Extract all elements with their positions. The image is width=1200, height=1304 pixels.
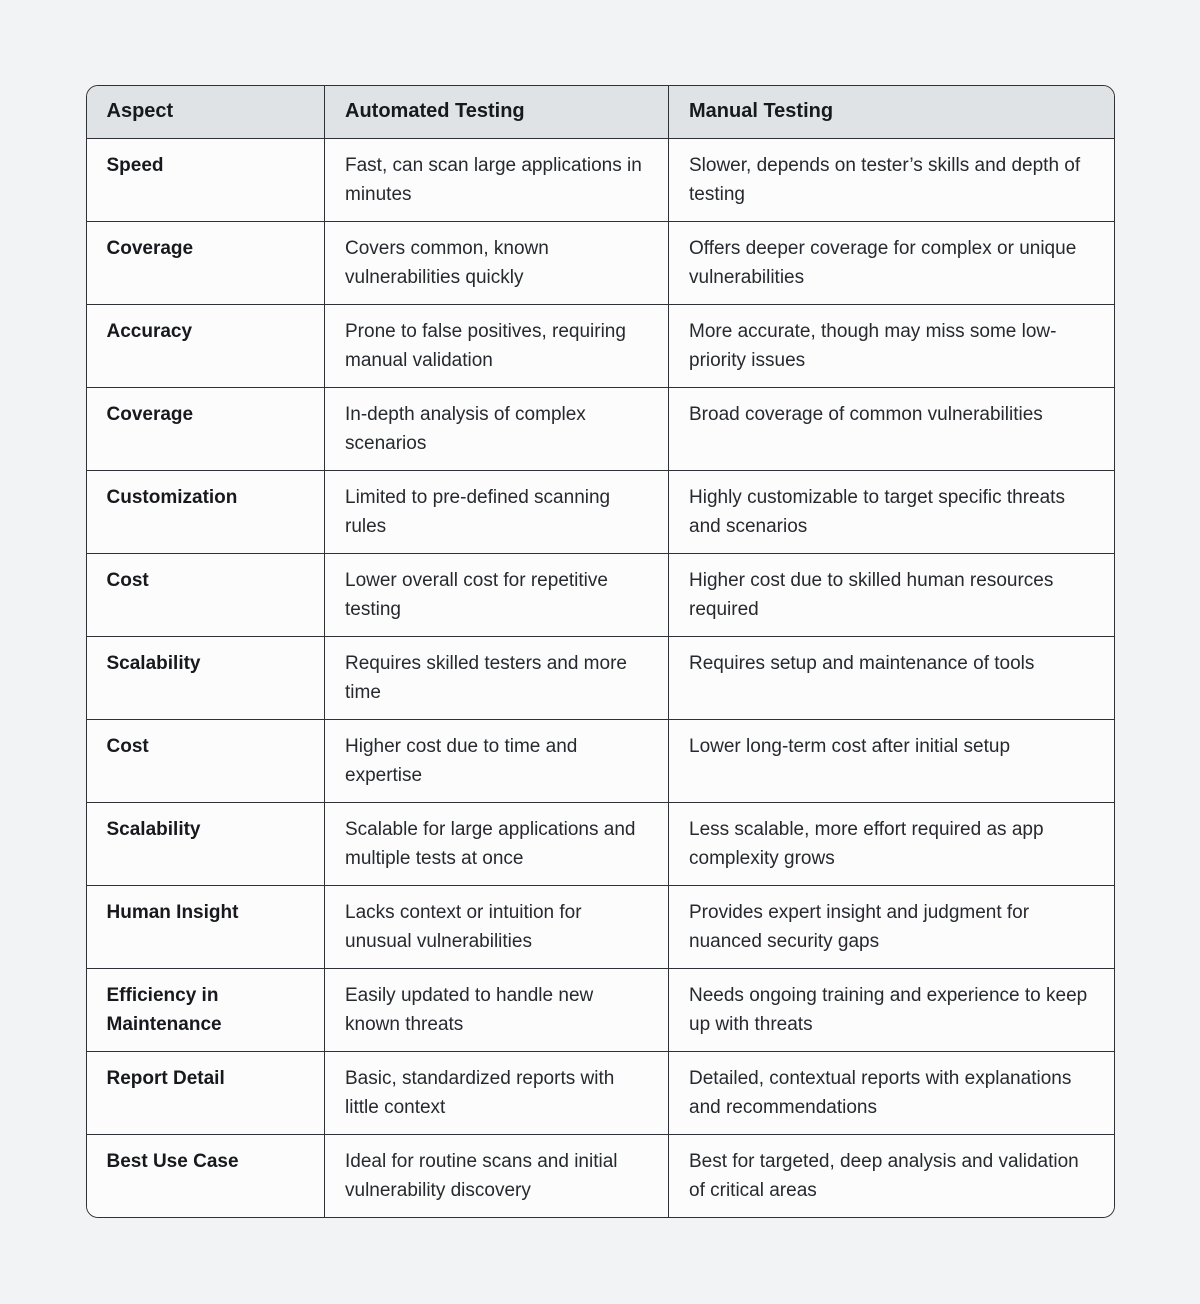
automated-cell: Ideal for routine scans and initial vulnerability discovery [325,1134,669,1217]
manual-cell: Slower, depends on tester’s skills and depth of testing [669,138,1114,221]
automated-cell: Higher cost due to time and expertise [325,719,669,802]
automated-cell: Lacks context or intuition for unusual vulnerabilities [325,885,669,968]
aspect-cell: Coverage [87,221,325,304]
aspect-cell: Scalability [87,802,325,885]
manual-cell: Needs ongoing training and experience to keep up with threats [669,968,1114,1051]
aspect-cell: Scalability [87,636,325,719]
automated-cell: Covers common, known vulnerabilities quickly [325,221,669,304]
table-body [87,138,1114,1217]
table-header [87,86,1114,138]
table-row [87,387,1114,470]
aspect-cell: Customization [87,470,325,553]
automated-cell: Fast, can scan large applications in minutes [325,138,669,221]
manual-cell: Lower long-term cost after initial setup [669,719,1114,802]
aspect-cell: Cost [87,553,325,636]
manual-cell: Offers deeper coverage for complex or unique vulnerabilities [669,221,1114,304]
comparison-table [87,86,1114,1217]
table-row [87,636,1114,719]
column-header-aspect: Aspect [87,86,325,138]
table-row [87,553,1114,636]
automated-cell: Basic, standardized reports with little context [325,1051,669,1134]
automated-cell: Prone to false positives, requiring manual validation [325,304,669,387]
manual-cell: More accurate, though may miss some low-priority issues [669,304,1114,387]
aspect-cell: Accuracy [87,304,325,387]
automated-cell: Scalable for large applications and multiple tests at once [325,802,669,885]
aspect-cell: Cost [87,719,325,802]
table-row [87,719,1114,802]
table-row [87,221,1114,304]
manual-cell: Broad coverage of common vulnerabilities [669,387,1114,470]
manual-cell: Best for targeted, deep analysis and validation of critical areas [669,1134,1114,1217]
table-row [87,138,1114,221]
comparison-table-card [86,85,1115,1218]
aspect-cell: Efficiency in Maintenance [87,968,325,1051]
column-header-automated-testing: Automated Testing [325,86,669,138]
header-row [87,86,1114,138]
table-row [87,470,1114,553]
table-row [87,1134,1114,1217]
manual-cell: Provides expert insight and judgment for nuanced security gaps [669,885,1114,968]
aspect-cell: Human Insight [87,885,325,968]
aspect-cell: Best Use Case [87,1134,325,1217]
automated-cell: Easily updated to handle new known threats [325,968,669,1051]
table-row [87,968,1114,1051]
aspect-cell: Coverage [87,387,325,470]
table-row [87,802,1114,885]
automated-cell: Lower overall cost for repetitive testing [325,553,669,636]
aspect-cell: Speed [87,138,325,221]
manual-cell: Higher cost due to skilled human resources required [669,553,1114,636]
manual-cell: Detailed, contextual reports with explanations and recommendations [669,1051,1114,1134]
column-header-manual-testing: Manual Testing [669,86,1114,138]
automated-cell: Limited to pre-defined scanning rules [325,470,669,553]
automated-cell: In-depth analysis of complex scenarios [325,387,669,470]
manual-cell: Requires setup and maintenance of tools [669,636,1114,719]
manual-cell: Highly customizable to target specific threats and scenarios [669,470,1114,553]
table-row [87,1051,1114,1134]
table-row [87,304,1114,387]
automated-cell: Requires skilled testers and more time [325,636,669,719]
table-row [87,885,1114,968]
aspect-cell: Report Detail [87,1051,325,1134]
manual-cell: Less scalable, more effort required as app complexity grows [669,802,1114,885]
